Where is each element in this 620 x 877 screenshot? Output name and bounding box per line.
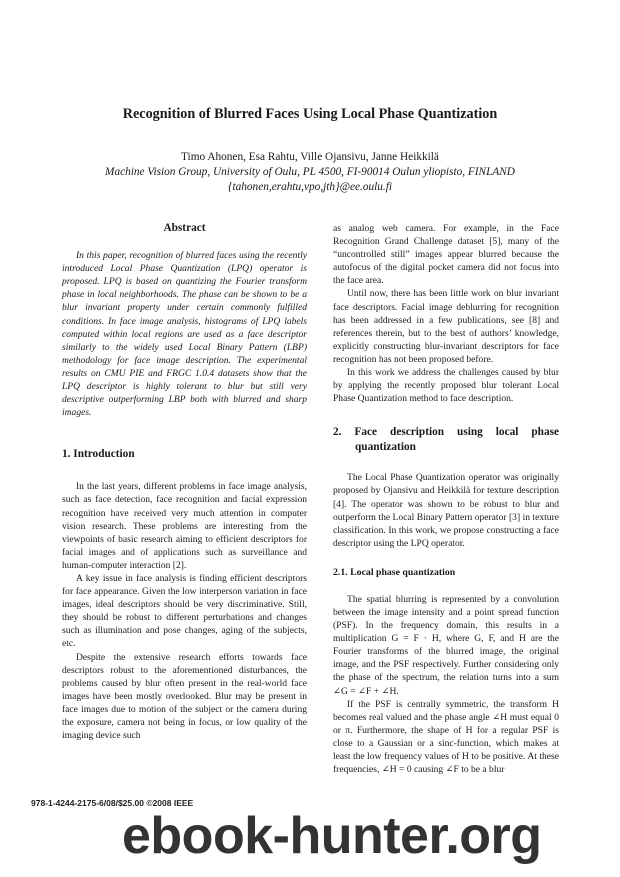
author-block	[0, 150, 620, 195]
section2-paragraph-1: The Local Phase Quantization operator was originally proposed by Ojansivu and Heikkilä for texture description [4]. The operator was shown to be robust to blur and outperform the Local Binary Pattern operator [3] in texture classification. In this work, we propose constructing a face descriptor using the LPQ operator.	[333, 472, 559, 549]
right-column	[333, 222, 559, 776]
isbn-footer: 978-1-4244-2175-6/08/$25.00 ©2008 IEEE	[31, 798, 194, 808]
intro-paragraph-2: A key issue in face analysis is finding efficient descriptors for face appearance. Given the low interperson variation in face images, ideal descriptors should be very discriminative. Still, they should be robust to different perturbations and changes such as illumination and pose changes, aging of the subjects, etc.	[62, 572, 307, 650]
intro-paragraph-1: In the last years, different problems in face image analysis, such as face detection, face recognition and facial expression recognition have received very much attention in computer vision research. These problems are interesting from the viewpoints of basic research aiming to efficient descriptors for facial images and of applications such as surveillance and human-computer interaction [2].	[62, 481, 307, 571]
section-heading-introduction: 1. Introduction	[62, 448, 135, 461]
intro-paragraph-3: Despite the extensive research efforts towards face descriptors robust to the aforementioned disturbances, the problems caused by blur often present in the real-world face images have been mostly overlooked. Blur may be present in face images due to motion of the subject or the camera during the exposure, camera not being in focus, or low quality of the imaging device such	[62, 651, 307, 742]
abstract-text: In this paper, recognition of blurred faces using the recently introduced Local Phase Quantization (LPQ) operator is proposed. LPQ is based on quantizing the Fourier transform phase in local neighborhoods. The phase can be shown to be a blur invariant property under certain commonly fulfilled conditions. In face image analysis, histograms of LPQ labels computed within local regions are used as a face descriptor similarly to the widely used Local Binary Pattern (LBP) methodology for face image description. The experimental results on CMU PIE and FRGC 1.0.4 datasets show that the LPQ descriptor is highly tolerant to blur but still very descriptive outperforming LBP both with blurred and sharp images.	[62, 250, 307, 419]
abstract-heading: Abstract	[163, 222, 206, 234]
author-names: Timo Ahonen, Esa Rahtu, Ville Ojansivu, Janne Heikkilä	[181, 151, 439, 163]
watermark-text: ebook-hunter.org	[122, 807, 542, 865]
section21-paragraph-1: The spatial blurring is represented by a convolution between the image intensity and a point spread function (PSF). In the frequency domain, this results in a multiplication G = F · H, where G, F, and H are the Fourier transforms of the blurred image, the original image, and the PSF respectively. Further considering only the phase of the spectrum, the relation turns into a sum ∠G = ∠F + ∠H.	[333, 593, 559, 697]
intro-paragraph-4: Until now, there has been little work on blur invariant face descriptors. Facial image deblurring for recognition has been addressed in a few publications, see [8] and references therein, but to the best of authors’ knowledge, explicitly constructing blur-invariant descriptors for face recognition has not been proposed before.	[333, 288, 559, 365]
author-email: {tahonen,erahtu,vpo,jth}@ee.oulu.fi	[227, 181, 393, 193]
left-column	[62, 222, 307, 742]
paper-title: Recognition of Blurred Faces Using Local Phase Quantization	[122, 106, 498, 122]
intro-paragraph-5: In this work we address the challenges caused by blur by applying the recently proposed blur tolerant Local Phase Quantization method to face description.	[333, 367, 559, 405]
section21-paragraph-2: If the PSF is centrally symmetric, the transform H becomes real valued and the phase angle ∠H must equal 0 or π. Furthermore, the shape of H for a regular PSF is close to a Gaussian or a sinc-function, which makes at least the low frequency values of H to be positive. At these frequencies, ∠H = 0 causing ∠F to be a blur	[333, 698, 559, 776]
section-heading-face-description: 2. Face description using local phase quantization	[333, 426, 559, 454]
affiliation: Machine Vision Group, University of Oulu, PL 4500, FI-90014 Oulun yliopisto, FINLAND	[105, 166, 515, 178]
subsection-heading-lpq: 2.1. Local phase quantization	[333, 566, 456, 578]
intro-paragraph-3-continued: as analog web camera. For example, in the Face Recognition Grand Challenge dataset [5], many of the “uncontrolled still” images appear blurred because the autofocus of the digital pocket camera did not focus into the face area.	[333, 223, 559, 287]
